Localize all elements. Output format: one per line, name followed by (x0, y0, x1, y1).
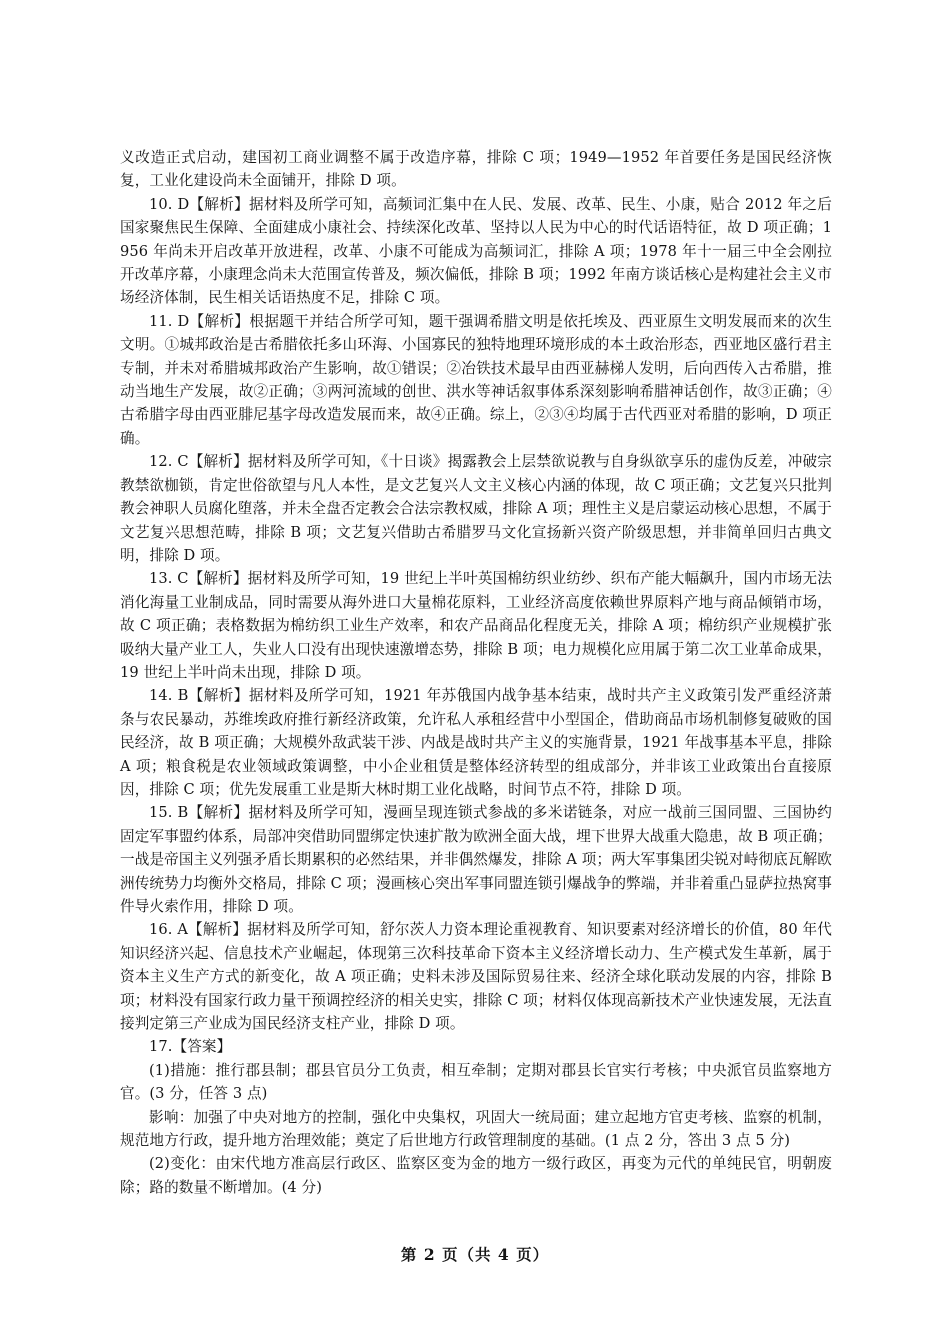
answer-17-heading: 17.【答案】 (149, 1038, 232, 1056)
answer-11: 11. D【解析】根据题干并结合所学可知，题干强调希腊文明是依托埃及、西亚原生文明发展而来的次生文明。①城邦政治是古希腊依托多山环海、小国寡民的独特地理环境形成的本土政治形态，西亚地区盛行君主专制，并未对希腊城邦政治产生影响，故①错误；②冶铁技术最早由西亚赫梯人发明，后向西传入古希腊，推动当地生产发展，故②正确；③两河流域的创世、洪水等神话叙事体系深刻影响希腊神话创作，故③正确；④古希腊字母由西亚腓尼基字母改造发展而来，故④正确。综上，②③④均属于古代西亚对希腊的影响，D 项正确。 (120, 312, 832, 447)
answer-text-body (120, 146, 832, 1199)
answer-16: 16. A【解析】据材料及所学可知，舒尔茨人力资本理论重视教育、知识要素对经济增长的价值，80 年代知识经济兴起、信息技术产业崛起，体现第三次科技革命下资本主义经济增长动力、生产模式发生革新，属于资本主义生产方式的新变化，故 A 项正确；史料未涉及国际贸易往来、经济全球化联动发展的内容，排除 B 项；材料没有国家行政力量干预调控经济的相关史实，排除 C 项；材料仅体现高新技术产业快速发展，无法直接判定第三产业成为国民经济支柱产业，排除 D 项。 (120, 921, 832, 1033)
answer-13: 13. C【解析】据材料及所学可知，19 世纪上半叶英国棉纺织业纺纱、织布产能大幅飙升，国内市场无法消化海量工业制成品，同时需要从海外进口大量棉花原料，工业经济高度依赖世界原料产地与商品倾销市场，故 C 项正确；表格数据为棉纺织工业生产效率，和农产品商品化程度无关，排除 A 项；棉纺织产业规模扩张吸纳大量产业工人，失业人口没有出现快速激增态势，排除 B 项；电力规模化应用属于第二次工业革命成果，19 世纪上半叶尚未出现，排除 D 项。 (120, 570, 832, 681)
page-number-footer: 第 2 页（共 4 页） (400, 1245, 550, 1264)
answer-10: 10. D【解析】据材料及所学可知，高频词汇集中在人民、发展、改革、民生、小康，贴合 2012 年之后国家聚焦民生保障、全面建成小康社会、持续深化改革、坚持以人民为中心的时代话语特征，故 D 项正确；1956 年尚未开启改革开放进程，改革、小康不可能成为高频词汇，排除 A 项；1978 年十一届三中全会刚拉开改革序幕，小康理念尚未大范围宣传普及，频次偏低，排除 B 项；1992 年南方谈话核心是构建社会主义市场经济体制，民生相关话语热度不足，排除 C 项。 (120, 195, 832, 307)
answer-17-part2-changes: (2)变化：由宋代地方准高层行政区、监察区变为金的地方一级行政区，再变为元代的单纯民官，明朝废除；路的数量不断增加。(4 分) (120, 1155, 832, 1196)
answer-12: 12. C【解析】据材料及所学可知，《十日谈》揭露教会上层禁欲说教与自身纵欲享乐的虚伪反差，冲破宗教禁欲枷锁，肯定世俗欲望与凡人本性，是文艺复兴人文主义核心内涵的体现，故 C 项正确；文艺复兴只批判教会神职人员腐化堕落，并未全盘否定教会合法宗教权威，排除 A 项；理性主义是启蒙运动核心思想，不属于文艺复兴思想范畴，排除 B 项；文艺复兴借助古希腊罗马文化宣扬新兴资产阶级思想，并非简单回归古典文明，排除 D 项。 (120, 453, 832, 564)
answer-17-part1-impact: 影响：加强了中央对地方的控制，强化中央集权，巩固大一统局面；建立起地方官吏考核、监察的机制，规范地方行政，提升地方治理效能；奠定了后世地方行政管理制度的基础。(1 点 2 分，答出 3 点 5 分) (120, 1108, 832, 1150)
paragraph-continuation: 义改造正式启动，建国初工商业调整不属于改造序幕，排除 C 项；1949—1952 年首要任务是国民经济恢复，工业化建设尚未全面铺开，排除 D 项。 (120, 149, 832, 190)
answer-17-part1-measures: (1)措施：推行郡县制；郡县官员分工负责，相互牵制；定期对郡县长官实行考核；中央派官员监察地方官。(3 分，任答 3 点) (120, 1061, 832, 1103)
answer-15: 15. B【解析】据材料及所学可知，漫画呈现连锁式参战的多米诺链条，对应一战前三国同盟、三国协约固定军事盟约体系，局部冲突借助同盟绑定快速扩散为欧洲全面大战，埋下世界大战重大隐患，故 B 项正确；一战是帝国主义列强矛盾长期累积的必然结果，并非偶然爆发，排除 A 项；两大军事集团尖锐对峙彻底瓦解欧洲传统势力均衡外交格局，排除 C 项；漫画核心突出军事同盟连锁引爆战争的弊端，并非着重凸显萨拉热窝事件导火索作用，排除 D 项。 (120, 804, 832, 915)
answer-14: 14. B【解析】据材料及所学可知，1921 年苏俄国内战争基本结束，战时共产主义政策引发严重经济萧条与农民暴动，苏维埃政府推行新经济政策，允许私人承租经营中小型国企，借助商品市场机制修复破败的国民经济，故 B 项正确；大规模外敌武装干涉、内战是战时共产主义的实施背景，1921 年战事基本平息，排除 A 项；粮食税是农业领域政策调整，中小企业租赁是整体经济转型的组成部分，并非该工业政策出台直接原因，排除 C 项；优先发展重工业是斯大林时期工业化战略，时间节点不符，排除 D 项。 (120, 687, 832, 798)
